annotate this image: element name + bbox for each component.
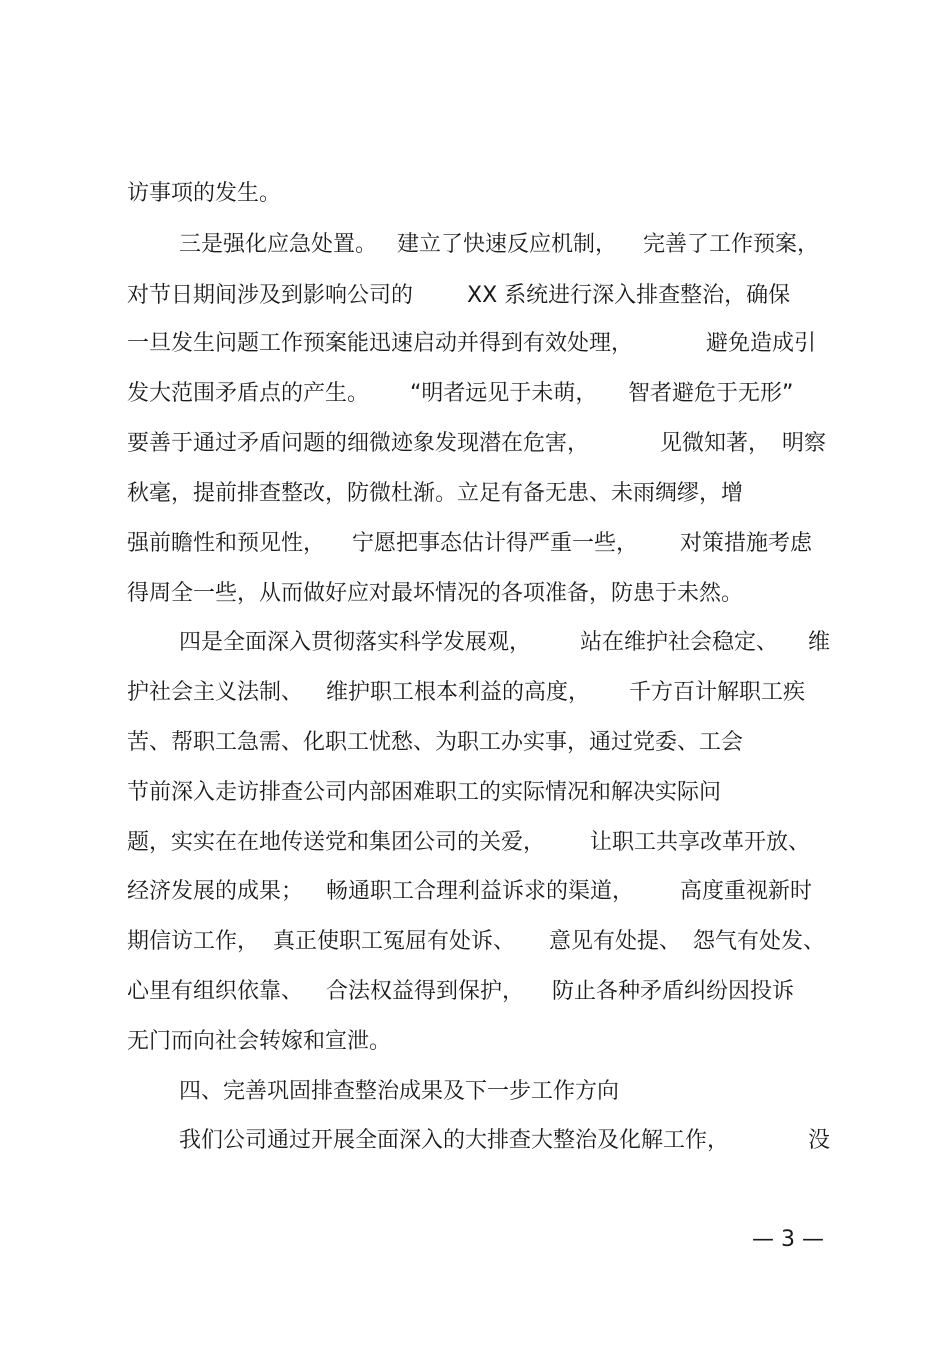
text-line-1 [0,174,950,214]
text-line-13 [0,773,950,813]
text-line-18 [0,1022,950,1062]
page-number: — 3 — [752,1227,824,1252]
text-segment: 秋毫，提前排查整改，防微杜渐。立足有备无患、未雨绸缪，增 [127,481,744,506]
text-segment: 避免造成引 [706,331,817,356]
text-segment: 访事项的发生。 [127,181,282,206]
text-segment: 怨气有处发、 [693,929,826,954]
text-line-12 [0,723,950,763]
text-line-6 [0,424,950,464]
text-line-9 [0,574,950,614]
text-segment: 没 [808,1128,831,1153]
text-segment: 合法权益得到保护， [326,979,525,1004]
text-segment: 要善于通过矛盾问题的细微迹象发现潜在危害， [127,431,590,456]
text-line-10 [0,623,950,663]
text-line-14 [0,823,950,863]
text-segment: 四、完善巩固排查整治成果及下一步工作方向 [179,1079,620,1104]
text-segment: 我们公司通过开展全面深入的大排查大整治及化解工作， [179,1128,730,1153]
text-segment: 维护职工根本利益的高度， [326,680,591,705]
text-segment: 节前深入走访排查公司内部困难职工的实际情况和解决实际问 [127,780,722,805]
text-segment: 对节日期间涉及到影响公司的 [127,283,414,308]
text-segment: 建立了快速反应机制， [397,232,618,257]
text-line-11 [0,673,950,713]
text-segment: 无门而向社会转嫁和宣泄。 [127,1029,392,1054]
text-segment: 发大范围矛盾点的产生。 [127,381,370,406]
text-line-8 [0,524,950,564]
text-segment: 智者避危于无形” [628,381,794,406]
text-segment: 得周全一些，从而做好应对最坏情况的各项准备，防患于未然。 [127,581,744,606]
text-line-5 [0,374,950,414]
text-segment: “明者远见于未萌， [410,381,598,406]
text-segment: 对策措施考虑 [680,531,813,556]
text-segment: 见微知著， [660,431,771,456]
text-line-2 [0,225,950,265]
text-segment: XX 系统进行深入排查整治，确保 [467,283,791,308]
text-segment: 经济发展的成果； [127,879,304,904]
text-segment: 期信访工作， [127,929,260,954]
text-segment: 让职工共享改革开放、 [590,830,811,855]
text-segment: 畅通职工合理利益诉求的渠道， [326,879,635,904]
text-line-20 [0,1121,950,1161]
text-segment: 强前瞻性和预见性， [127,531,326,556]
text-segment: 维 [808,630,831,655]
text-segment: 高度重视新时 [680,879,813,904]
text-line-3 [0,276,950,316]
text-segment: 宁愿把事态估计得严重一些， [352,531,639,556]
text-line-15 [0,872,950,912]
text-segment: 一旦发生问题工作预案能迅速启动并得到有效处理， [127,331,634,356]
text-segment: 防止各种矛盾纠纷因投诉 [552,979,795,1004]
text-segment: 完善了工作预案， [643,232,820,257]
text-segment: 护社会主义法制、 [127,680,304,705]
section-heading [0,1072,950,1112]
text-segment: 三是强化应急处置。 [179,232,378,257]
text-segment: 千方百计解职工疾 [629,680,806,705]
text-line-16 [0,922,950,962]
text-segment: 心里有组织依靠、 [127,979,304,1004]
text-segment: 意见有处提、 [549,929,682,954]
text-segment: 四是全面深入贯彻落实科学发展观， [179,630,532,655]
text-line-4 [0,324,950,364]
text-segment: 真正使职工冤屈有处诉、 [273,929,516,954]
text-segment: 题，实实在在地传送党和集团公司的关爱， [127,830,546,855]
text-line-17 [0,972,950,1012]
text-segment: 站在维护社会稳定、 [580,630,779,655]
text-line-7 [0,474,950,514]
text-segment: 明察 [782,431,827,456]
text-segment: 苦、帮职工急需、化职工忧愁、为职工办实事，通过党委、工会 [127,730,744,755]
